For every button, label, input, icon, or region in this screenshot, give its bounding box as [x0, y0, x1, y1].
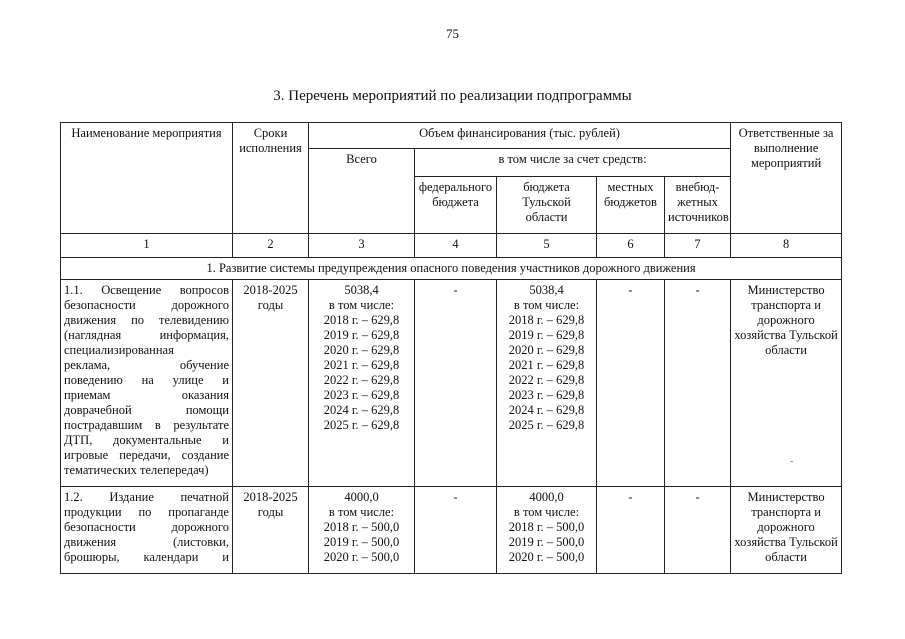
- activity-local: -: [597, 487, 665, 574]
- activity-name: [61, 487, 233, 574]
- header-terms: Сроки исполнения: [233, 123, 309, 234]
- activity-name-line: брошюры, календари и: [64, 550, 229, 564]
- column-number: 6: [597, 234, 665, 258]
- regional-line: 2018 г. – 500,0: [508, 520, 585, 534]
- total-line: 2018 г. – 500,0: [323, 520, 400, 534]
- regional-line: 2020 г. – 500,0: [508, 550, 585, 564]
- activity-name-line: игровые передачи, создание: [64, 448, 229, 462]
- regional-line: 2019 г. – 500,0: [508, 535, 585, 549]
- activity-federal: -: [415, 280, 497, 487]
- activity-name-line: специализированная: [64, 343, 174, 357]
- total-line: в том числе:: [328, 298, 395, 312]
- total-line: в том числе:: [328, 505, 395, 519]
- regional-line: 2022 г. – 629,8: [508, 373, 585, 387]
- table-row: [61, 487, 842, 574]
- total-line: 2021 г. – 629,8: [323, 358, 400, 372]
- header-funding: Объем финансирования (тыс. рублей): [309, 123, 731, 149]
- activity-regional: [497, 487, 597, 574]
- header-including: в том числе за счет средств:: [415, 149, 731, 177]
- column-number: 8: [731, 234, 842, 258]
- total-line: 2019 г. – 500,0: [323, 535, 400, 549]
- total-line: 2023 г. – 629,8: [323, 388, 400, 402]
- activity-name-line: 1.1. Освещение вопросов: [64, 283, 229, 297]
- header-federal: федерального бюджета: [415, 177, 497, 234]
- activity-name-line: ДТП, документальные и: [64, 433, 229, 447]
- column-number: 7: [665, 234, 731, 258]
- activity-name-line: движения (листовки,: [64, 535, 229, 549]
- column-number: 5: [497, 234, 597, 258]
- activity-total: [309, 280, 415, 487]
- activity-regional: [497, 280, 597, 487]
- header-extrabudget: внебюд-жетных источников: [665, 177, 731, 234]
- activity-responsible: Министерство транспорта и дорожного хозяйства Тульской области: [731, 487, 842, 574]
- regional-line: 2024 г. – 629,8: [508, 403, 585, 417]
- header-local: местных бюджетов: [597, 177, 665, 234]
- activity-name-line: продукции по пропаганде: [64, 505, 229, 519]
- activity-name-line: 1.2. Издание печатной: [64, 490, 229, 504]
- activity-name-line: доврачебной помощи: [64, 403, 229, 417]
- header-regional: бюджета Тульской области: [497, 177, 597, 234]
- column-number: 2: [233, 234, 309, 258]
- page-number: 75: [446, 26, 459, 41]
- activity-name-line: тематических телепередач): [64, 463, 209, 477]
- header-total: Всего: [309, 149, 415, 234]
- regional-line: 2025 г. – 629,8: [508, 418, 585, 432]
- total-line: 2020 г. – 500,0: [323, 550, 400, 564]
- total-line: 2020 г. – 629,8: [323, 343, 400, 357]
- regional-line: в том числе:: [513, 298, 580, 312]
- activity-extrabudget: -: [665, 280, 731, 487]
- activity-name-line: пострадавшим в результате: [64, 418, 229, 432]
- section-title: 1. Развитие системы предупреждения опасного поведения участников дорожного движения: [61, 258, 842, 280]
- total-line: 2018 г. – 629,8: [323, 313, 400, 327]
- activity-extrabudget: -: [665, 487, 731, 574]
- section-row: [61, 258, 842, 280]
- document-title: 3. Перечень мероприятий по реализации подпрограммы: [273, 88, 632, 104]
- column-number: 1: [61, 234, 233, 258]
- activity-term: 2018-2025 годы: [233, 487, 309, 574]
- total-line: 2024 г. – 629,8: [323, 403, 400, 417]
- activities-table: [60, 122, 842, 574]
- regional-line: 4000,0: [529, 490, 564, 504]
- stray-mark: -: [790, 456, 794, 467]
- header-name: Наименование мероприятия: [61, 123, 233, 234]
- activity-name: [61, 280, 233, 487]
- activity-name-line: безопасности дорожного: [64, 298, 229, 312]
- regional-line: 5038,4: [529, 283, 564, 297]
- total-line: 2019 г. – 629,8: [323, 328, 400, 342]
- header-responsible: Ответственные за выполнение мероприятий: [731, 123, 842, 234]
- column-number: 4: [415, 234, 497, 258]
- total-line: 2022 г. – 629,8: [323, 373, 400, 387]
- activity-federal: -: [415, 487, 497, 574]
- regional-line: 2023 г. – 629,8: [508, 388, 585, 402]
- total-line: 5038,4: [344, 283, 379, 297]
- activity-responsible: Министерство транспорта и дорожного хозяйства Тульской области: [731, 280, 842, 487]
- column-number: 3: [309, 234, 415, 258]
- activity-name-line: (наглядная информация,: [64, 328, 229, 342]
- activity-name-line: движения по телевидению: [64, 313, 229, 327]
- activity-total: [309, 487, 415, 574]
- activity-name-line: поведению на улице и: [64, 373, 229, 387]
- regional-line: в том числе:: [513, 505, 580, 519]
- column-numbers-row: [61, 234, 842, 258]
- table-row: [61, 280, 842, 487]
- activity-term: 2018-2025 годы: [233, 280, 309, 487]
- activity-name-line: безопасности дорожного: [64, 520, 229, 534]
- activity-name-line: реклама, обучение: [64, 358, 229, 372]
- total-line: 4000,0: [344, 490, 379, 504]
- regional-line: 2021 г. – 629,8: [508, 358, 585, 372]
- regional-line: 2018 г. – 629,8: [508, 313, 585, 327]
- activity-local: -: [597, 280, 665, 487]
- activity-name-line: приемам оказания: [64, 388, 229, 402]
- total-line: 2025 г. – 629,8: [323, 418, 400, 432]
- regional-line: 2019 г. – 629,8: [508, 328, 585, 342]
- regional-line: 2020 г. – 629,8: [508, 343, 585, 357]
